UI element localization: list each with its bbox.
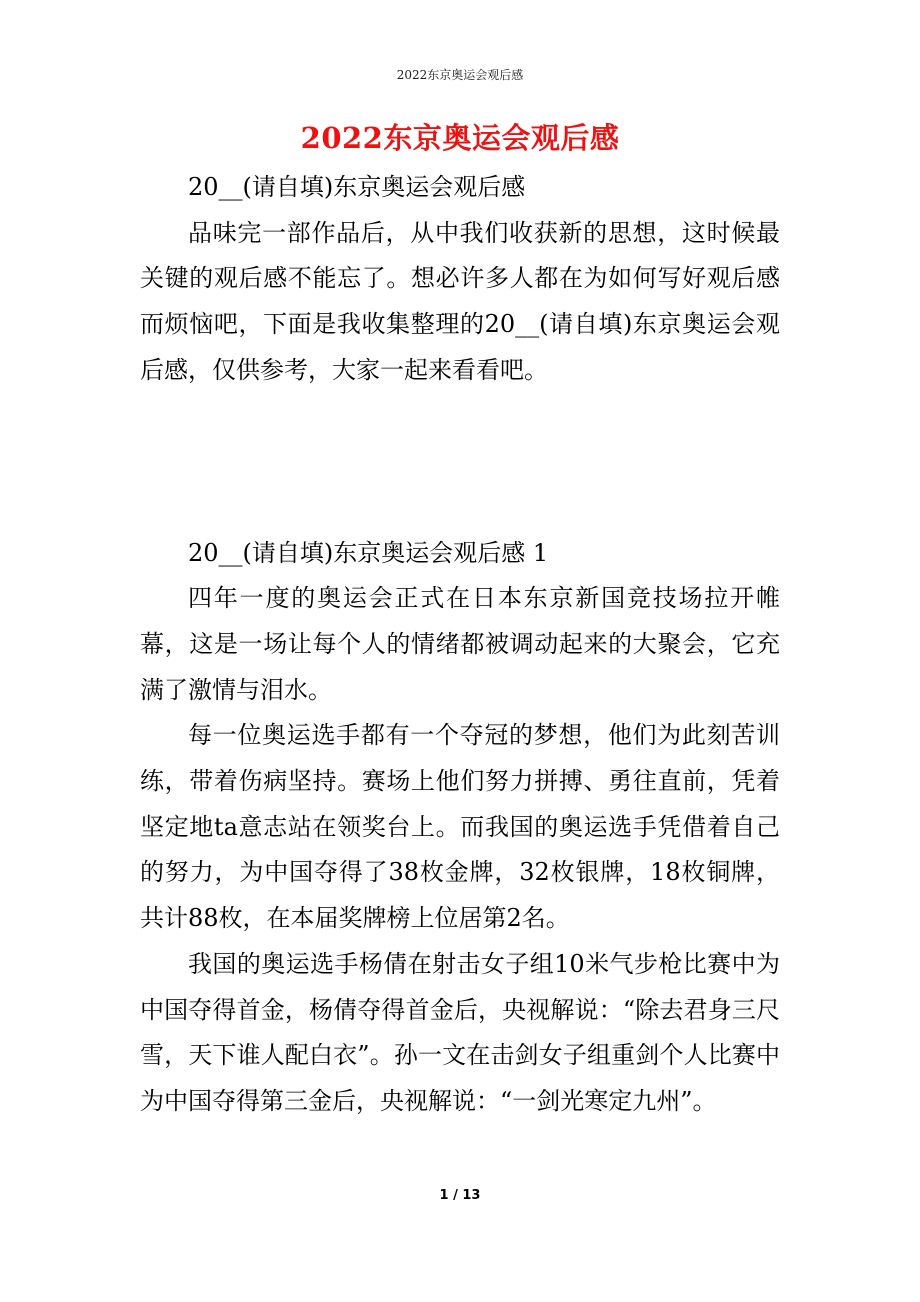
section-spacer bbox=[140, 394, 780, 531]
body-paragraph: 四年一度的奥运会正式在日本东京新国竞技场拉开帷幕，这是一场让每个人的情绪都被调动起来的大聚会，它充满了激情与泪水。 bbox=[140, 584, 780, 704]
running-header: 2022东京奥运会观后感 bbox=[396, 68, 524, 82]
body-paragraph: 我国的奥运选手杨倩在射击女子组10米气步枪比赛中为中国夺得首金，杨倩夺得首金后，央视解说：“除去君身三尺雪，天下谁人配白衣”。孙一文在击剑女子组重剑个人比赛中为中国夺得第三金后，央视解说：“一剑光寒定九州”。 bbox=[140, 949, 780, 1115]
document-title: 2022东京奥运会观后感 bbox=[300, 121, 620, 155]
document-subtitle: 20__(请自填)东京奥运会观后感 bbox=[188, 173, 526, 201]
body-paragraph: 每一位奥运选手都有一个夺冠的梦想，他们为此刻苦训练，带着伤病坚持。赛场上他们努力拼搏、勇往直前，凭着坚定地ta意志站在领奖台上。而我国的奥运选手凭借着自己的努力，为中国夺得了38枚金牌，32枚银牌，18枚铜牌，共计88枚，在本届奖牌榜上位居第2名。 bbox=[140, 721, 780, 933]
page-number: 1 / 13 bbox=[439, 1188, 481, 1203]
document-body bbox=[140, 165, 780, 1125]
section-heading: 20__(请自填)东京奥运会观后感 1 bbox=[188, 538, 549, 567]
intro-paragraph: 品味完一部作品后，从中我们收获新的思想，这时候最关键的观后感不能忘了。想必许多人都在为如何写好观后感而烦恼吧，下面是我收集整理的20__(请自填)东京奥运会观后感，仅供参考，大家一起来看看吧。 bbox=[140, 218, 780, 384]
